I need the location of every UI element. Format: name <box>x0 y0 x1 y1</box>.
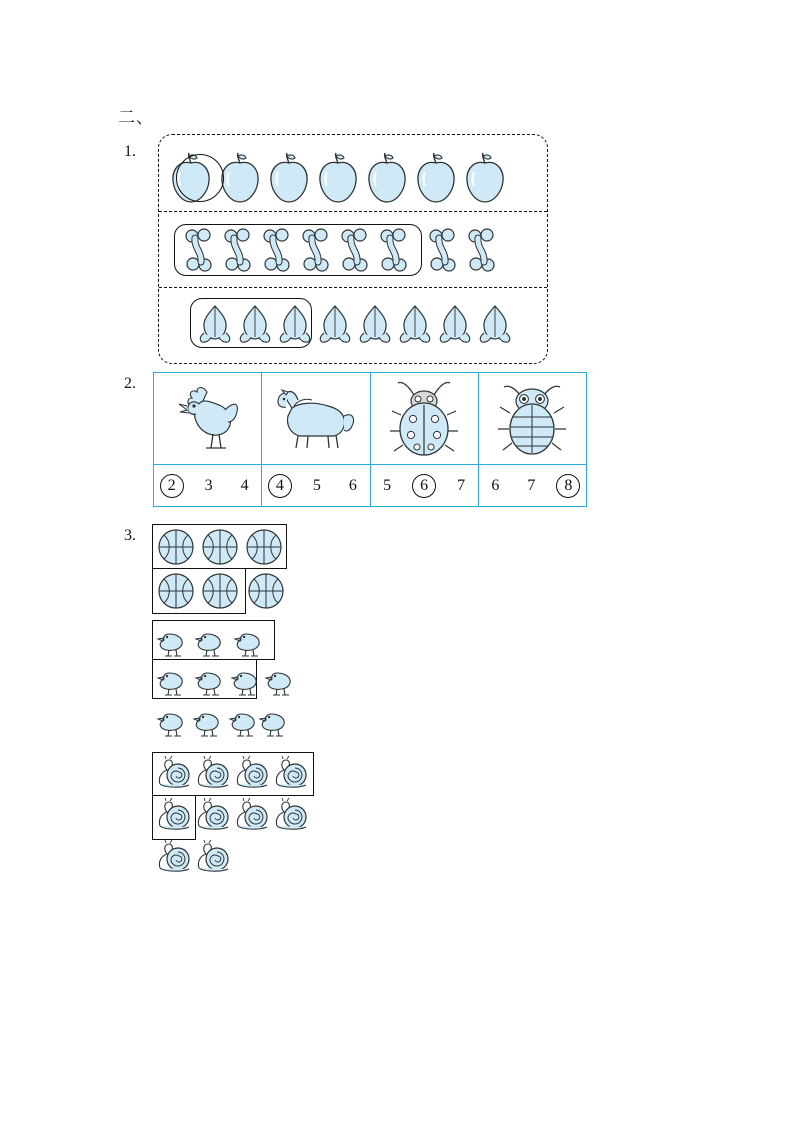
duck-icon <box>258 704 292 738</box>
beetle-icon <box>494 379 570 459</box>
snail-icon <box>155 798 195 834</box>
duck-icon <box>230 663 264 697</box>
exercise-2-number-row <box>154 464 586 506</box>
number-option[interactable]: 4 <box>268 474 292 498</box>
exercise-2-picture-row <box>154 373 586 464</box>
snail-icon <box>194 840 234 876</box>
apple-group-ring <box>176 154 224 202</box>
basketball-icon <box>247 572 285 610</box>
bone-icon <box>426 228 460 272</box>
cell-horse <box>262 373 370 464</box>
duck-icon <box>156 624 190 658</box>
apple-icon <box>464 152 506 204</box>
exercise-2-table <box>153 372 587 507</box>
horse-icon <box>272 386 360 452</box>
exercise-3-number: 3. <box>124 527 136 544</box>
number-option[interactable]: 6 <box>491 476 500 494</box>
peach-group-ring <box>190 298 312 348</box>
duck-icon <box>228 704 262 738</box>
bone-icon <box>465 228 499 272</box>
basketball-icon <box>157 528 195 566</box>
basketball-icon <box>157 572 195 610</box>
basketball-icon <box>201 528 239 566</box>
ladybug-icon <box>386 379 462 459</box>
snail-icon <box>155 756 195 792</box>
duck-icon <box>156 704 190 738</box>
peach-icon <box>436 303 474 345</box>
number-option[interactable]: 4 <box>240 476 249 494</box>
cell-ladybug <box>371 373 479 464</box>
cell-rooster <box>154 373 262 464</box>
snail-icon <box>155 840 195 876</box>
basketball-icon <box>245 528 283 566</box>
apple-icon <box>317 152 359 204</box>
snail-icon <box>233 756 273 792</box>
apple-icon <box>268 152 310 204</box>
number-option[interactable]: 2 <box>160 474 184 498</box>
exercise-1-number: 1. <box>124 143 136 160</box>
number-option[interactable]: 5 <box>312 476 321 494</box>
snail-icon <box>233 798 273 834</box>
cell-beetle <box>479 373 586 464</box>
number-options-horse[interactable] <box>262 465 370 506</box>
apple-icon <box>219 152 261 204</box>
section-heading: 二、 <box>118 108 154 127</box>
basketball-group <box>152 524 352 614</box>
duck-icon <box>156 663 190 697</box>
number-options-ladybug[interactable] <box>371 465 479 506</box>
number-option[interactable]: 6 <box>348 476 357 494</box>
bone-group-ring <box>174 224 422 276</box>
number-option[interactable]: 8 <box>556 474 580 498</box>
duck-icon <box>264 663 298 697</box>
snail-icon <box>194 798 234 834</box>
duck-icon <box>192 704 226 738</box>
snail-icon <box>272 756 312 792</box>
number-option[interactable]: 7 <box>527 476 536 494</box>
peach-icon <box>396 303 434 345</box>
number-option[interactable]: 3 <box>204 476 213 494</box>
duck-icon <box>194 663 228 697</box>
basketball-icon <box>201 572 239 610</box>
rooster-icon <box>173 382 243 456</box>
exercise-2-number: 2. <box>124 375 136 392</box>
number-option[interactable]: 7 <box>457 476 466 494</box>
duck-icon <box>233 624 267 658</box>
duck-group <box>152 620 382 740</box>
peach-icon <box>316 303 354 345</box>
snail-icon <box>272 798 312 834</box>
apple-icon <box>366 152 408 204</box>
snail-icon <box>194 756 234 792</box>
number-option[interactable]: 6 <box>412 474 436 498</box>
peach-icon <box>476 303 514 345</box>
number-options-beetle[interactable] <box>479 465 586 506</box>
duck-icon <box>194 624 228 658</box>
snail-group <box>152 752 412 882</box>
apple-icon <box>415 152 457 204</box>
number-options-rooster[interactable] <box>154 465 262 506</box>
peach-icon <box>356 303 394 345</box>
number-option[interactable]: 5 <box>383 476 392 494</box>
